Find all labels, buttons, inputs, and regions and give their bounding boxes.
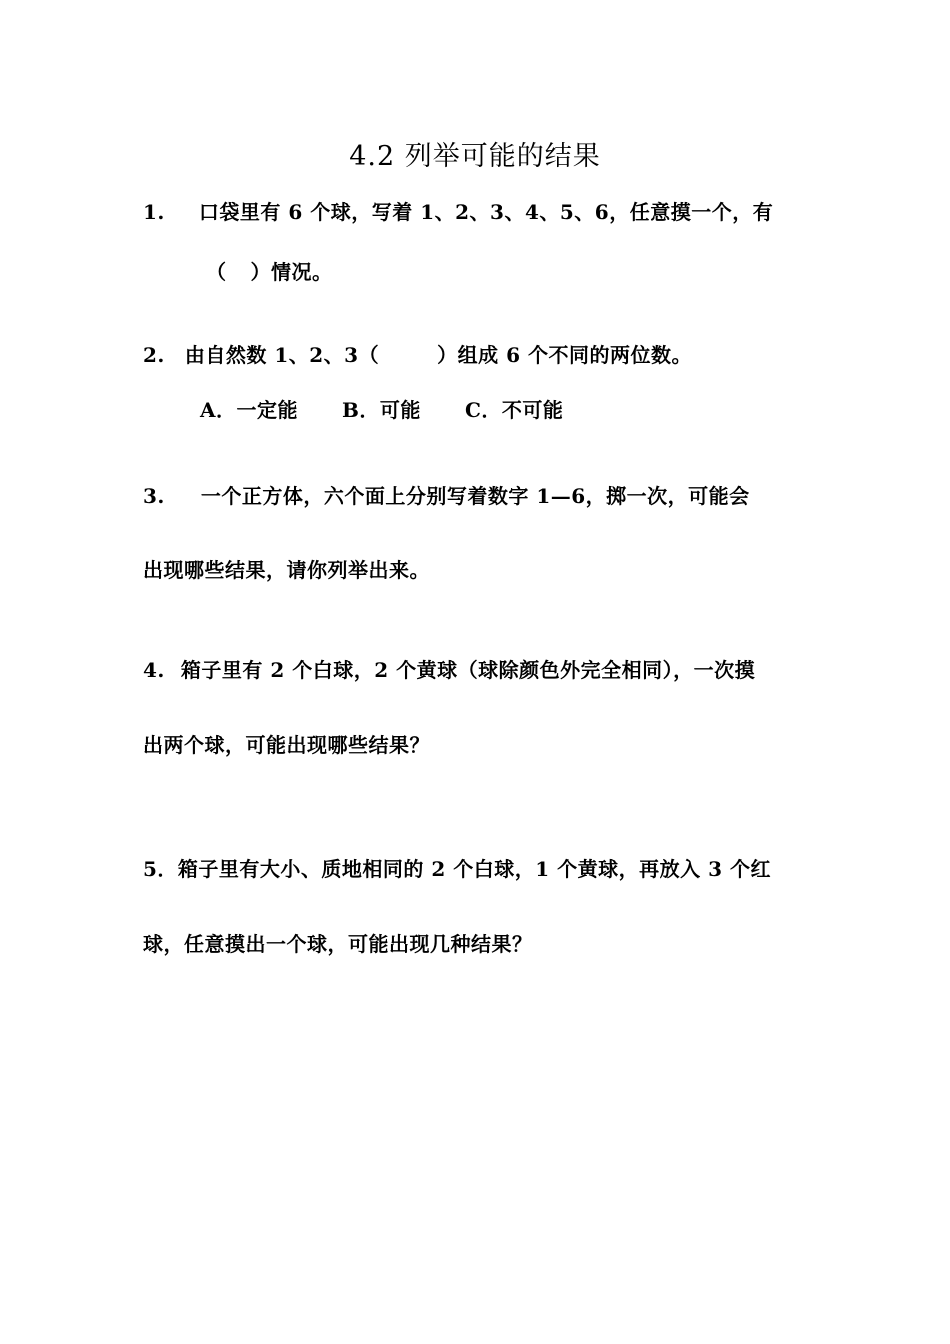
option-c: C．不可能 — [464, 398, 564, 422]
question-2-text-after: ）组成 6 个不同的两位数。 — [437, 343, 692, 367]
option-a: A．一定能 — [200, 398, 299, 422]
question-3-line-1 — [143, 480, 823, 509]
question-1-open-paren: （ — [206, 260, 227, 284]
question-5-line-1: 5．箱子里有大小、质地相同的 2 个白球，1 个黄球，再放入 3 个红 — [143, 857, 771, 881]
page-title: 4.2 列举可能的结果 — [349, 141, 601, 172]
question-1-close-text: ）情况。 — [250, 260, 333, 284]
question-4-number: 4. — [143, 658, 165, 682]
question-2-options — [200, 394, 880, 423]
question-3-text: 一个正方体，六个面上分别写着数字 1—6，掷一次，可能会 — [200, 484, 750, 508]
option-b: B．可能 — [342, 398, 421, 422]
question-5-line-2: 球，任意摸出一个球，可能出现几种结果？ — [143, 932, 533, 956]
question-4-line-2: 出两个球，可能出现哪些结果？ — [143, 733, 430, 757]
question-2-line — [143, 339, 823, 368]
question-1-line-2 — [206, 256, 886, 285]
question-4-line-1 — [143, 654, 823, 683]
question-1-line-1 — [143, 196, 823, 225]
question-2-number: 2. — [143, 343, 165, 367]
question-3-line-2: 出现哪些结果，请你列举出来。 — [143, 558, 430, 582]
question-1-text: 口袋里有 6 个球，写着 1、2、3、4、5、6，任意摸一个，有 — [198, 200, 774, 224]
question-2-text-before: 由自然数 1、2、3（ — [184, 343, 380, 367]
question-1-number: 1. — [143, 200, 165, 224]
question-4-text: 箱子里有 2 个白球，2 个黄球（球除颜色外完全相同），一次摸 — [180, 658, 756, 682]
question-3-number: 3. — [143, 484, 165, 508]
